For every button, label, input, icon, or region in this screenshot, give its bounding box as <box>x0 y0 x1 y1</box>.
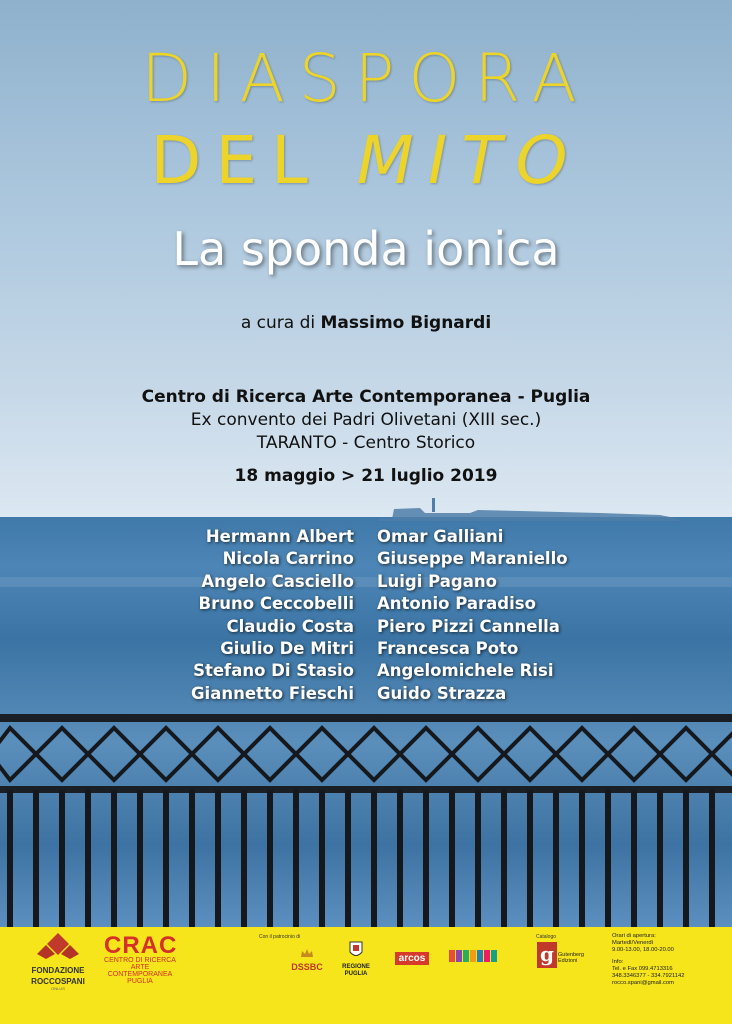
curator-line <box>0 313 732 333</box>
opening-days: Martedì/Venerdì <box>612 940 654 947</box>
dssbc-crown-icon <box>300 948 314 958</box>
exhibition-dates: 18 maggio > 21 luglio 2019 <box>234 466 498 486</box>
curator-prefix: a cura di <box>240 313 321 333</box>
regione-name: REGIONE PUGLIA <box>342 964 370 977</box>
balcony-railing <box>0 700 732 927</box>
info-label: Info: <box>612 958 624 965</box>
crac-name: CRAC <box>104 932 178 959</box>
phone-fax: Tel. e Fax 099.4713316 <box>612 965 673 972</box>
opening-times: 9.00-13.00, 18.00-20.00 <box>612 947 674 954</box>
regione-crest-icon <box>348 940 364 960</box>
crac-logo <box>104 932 178 985</box>
email: rocco.spani@gmail.com <box>612 980 674 987</box>
artist-name: Antonio Paradiso <box>377 594 536 614</box>
fondazione-roccospani-logo <box>31 932 85 991</box>
crac-line-1: CENTRO DI RICERCA <box>104 957 176 964</box>
artist-name: Angelomichele Risi <box>377 661 554 681</box>
regione-puglia-logo <box>333 940 379 978</box>
gutenberg-line-1: Gutenberg <box>558 952 584 958</box>
crac-line-2: ARTE CONTEMPORANEA <box>107 964 173 978</box>
artist-name: Omar Galliani <box>377 527 504 546</box>
arcos-logo <box>387 946 437 965</box>
artist-name: Giulio De Mitri <box>220 639 354 659</box>
artist-name: Bruno Ceccobelli <box>198 594 354 614</box>
gutenberg-line-2: Edizioni <box>558 958 578 964</box>
arcos-name: arcos <box>395 952 430 965</box>
artist-name: Luigi Pagano <box>377 571 497 591</box>
artist-name: Giuseppe Maraniello <box>377 549 568 569</box>
artist-name: Francesca Poto <box>377 639 519 659</box>
artist-name: Hermann Albert <box>205 527 354 546</box>
info-block <box>612 933 722 987</box>
artist-name: Stefano Di Stasio <box>193 661 354 681</box>
dssbc-name: DSSBC <box>291 962 323 972</box>
venue-city: TARANTO - Centro Storico <box>256 433 476 453</box>
fondazione-onlus: ONLUS <box>51 986 65 991</box>
artist-name: Guido Strazza <box>377 683 507 703</box>
title-del: DEL <box>150 122 357 199</box>
crac-line-3: PUGLIA <box>127 978 153 985</box>
title-line-1: DIASPORA <box>141 40 591 117</box>
partners-label: Con il patrocinio di <box>259 934 301 940</box>
gutenberg-g-icon: g <box>537 942 557 968</box>
venue-block <box>0 386 732 455</box>
artist-name: Piero Pizzi Cannella <box>377 616 560 636</box>
fondazione-mark-icon <box>31 932 85 960</box>
title-mito: MITO <box>356 122 582 199</box>
fondazione-name-1: FONDAZIONE <box>31 966 85 975</box>
artists-left-column <box>150 526 354 705</box>
catalogo-label: Catalogo <box>536 934 557 940</box>
phone-mobiles: 348.3346377 - 334.7921142 <box>612 973 685 980</box>
artists-right-column <box>377 526 637 705</box>
gutenberg-name <box>558 952 584 964</box>
colorful-partner-logo <box>449 948 499 964</box>
artist-name: Claudio Costa <box>226 616 354 636</box>
venue-name: Centro di Ricerca Arte Contemporanea - Puglia <box>141 387 591 407</box>
venue-building: Ex convento dei Padri Olivetani (XIII sec.) <box>190 410 542 430</box>
subtitle: La sponda ionica <box>172 222 560 276</box>
dssbc-logo <box>281 943 333 972</box>
artist-name: Giannetto Fieschi <box>191 683 354 703</box>
opening-hours-label: Orari di apertura: <box>612 933 656 939</box>
fondazione-name-2: ROCCOSPANI <box>31 977 85 986</box>
curator-name: Massimo Bignardi <box>320 313 492 333</box>
title-line-2 <box>0 122 732 199</box>
artist-name: Angelo Casciello <box>201 571 354 591</box>
artist-name: Nicola Carrino <box>222 549 354 569</box>
